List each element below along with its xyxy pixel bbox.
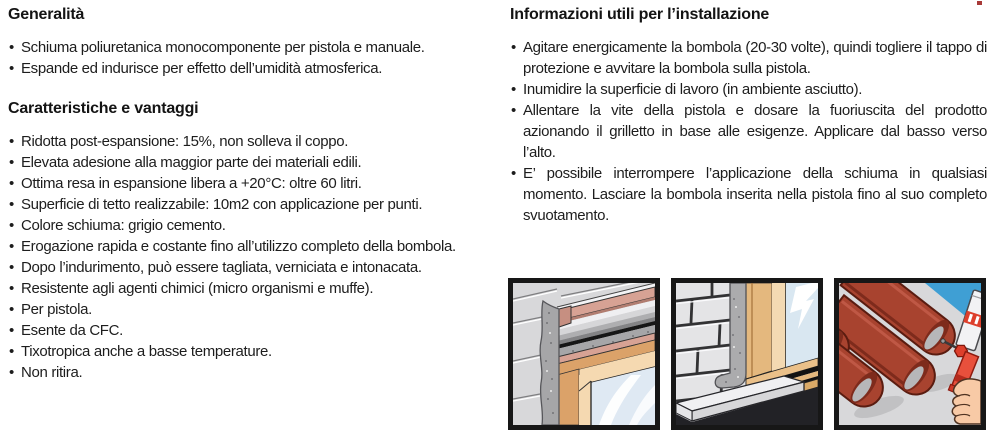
section-informazioni: [510, 5, 987, 226]
list-item: [510, 100, 987, 163]
left-column: [8, 5, 491, 383]
list-item-text: Agitare energicamente la bombola (20-30 volte), quindi togliere il tappo di protezione e avvitare la bombola sulla pistola.: [523, 39, 987, 77]
list-item: [510, 37, 987, 79]
section-heading-caratteristiche: Caratteristiche e vantaggi: [8, 100, 199, 117]
bullet-marker: •: [511, 81, 516, 98]
list-item-text: Schiuma poliuretanica monocomponente per pistola e manuale.: [21, 39, 425, 56]
caratteristiche-list: [8, 131, 491, 383]
bullet-marker: •: [9, 343, 14, 360]
list-item: [510, 79, 987, 100]
section-caratteristiche: [8, 99, 491, 383]
section-heading-informazioni: Informazioni utili per l’installazione: [510, 6, 770, 23]
bullet-marker: •: [9, 175, 14, 192]
list-item: [8, 58, 491, 79]
list-item-text: Allentare la vite della pistola e dosare la fuoriuscita del prodotto azionando il grilletto in base alle esigenze. Applicare dal basso verso l’alto.: [523, 102, 987, 161]
bullet-marker: •: [9, 280, 14, 297]
bullet-marker: •: [9, 259, 14, 276]
list-item: [8, 173, 491, 194]
informazioni-list: [510, 37, 987, 226]
bullet-marker: •: [9, 154, 14, 171]
list-item-text: Colore schiuma: grigio cemento.: [21, 217, 226, 234]
bullet-marker: •: [9, 322, 14, 339]
list-item: [8, 37, 491, 58]
bullet-marker: •: [511, 39, 516, 56]
list-item-text: Non ritira.: [21, 364, 83, 381]
list-item-text: Erogazione rapida e costante fino all’utilizzo completo della bombola.: [21, 238, 456, 255]
list-item: [510, 163, 987, 226]
list-item-text: Resistente agli agenti chimici (micro organismi e muffe).: [21, 280, 374, 297]
list-item: [8, 362, 491, 383]
list-item-text: Espande ed indurisce per effetto dell’umidità atmosferica.: [21, 60, 383, 77]
bullet-marker: •: [9, 301, 14, 318]
bullet-marker: •: [9, 238, 14, 255]
list-item: [8, 131, 491, 152]
list-item-text: Superficie di tetto realizzabile: 10m2 con applicazione per punti.: [21, 196, 423, 213]
list-item: [8, 194, 491, 215]
bullet-marker: •: [511, 102, 516, 119]
list-item: [8, 215, 491, 236]
list-item: [8, 278, 491, 299]
list-item-text: Elevata adesione alla maggior parte dei materiali edili.: [21, 154, 362, 171]
list-item: [8, 320, 491, 341]
window-jamb-foam-seal-illustration: [671, 278, 823, 430]
list-item-text: Per pistola.: [21, 301, 92, 318]
list-item: [8, 152, 491, 173]
bullet-marker: •: [9, 133, 14, 150]
list-item-text: Dopo l’indurimento, può essere tagliata, verniciata e intonacata.: [21, 259, 422, 276]
section-generalita: [8, 5, 491, 79]
roof-tile-foam-gun-illustration: [834, 278, 986, 430]
list-item-text: Ottima resa in espansione libera a +20°C: oltre 60 litri.: [21, 175, 362, 192]
bullet-marker: •: [9, 217, 14, 234]
list-item-text: Tixotropica anche a basse temperature.: [21, 343, 272, 360]
shutter-box-foam-seal-illustration: [508, 278, 660, 430]
installation-figures-row: [508, 278, 986, 430]
list-item-text: Inumidire la superficie di lavoro (in ambiente asciutto).: [523, 81, 863, 98]
generalita-list: [8, 37, 491, 79]
bullet-marker: •: [9, 364, 14, 381]
bullet-marker: •: [9, 39, 14, 56]
bullet-marker: •: [9, 60, 14, 77]
list-item-text: E’ possibile interrompere l’applicazione della schiuma in qualsiasi momento. Lasciare la bombola inserita nella pistola fino al suo completo svuotamento.: [523, 165, 987, 224]
scan-artifact-red-speck: [977, 1, 982, 5]
bullet-marker: •: [9, 196, 14, 213]
list-item-text: Esente da CFC.: [21, 322, 123, 339]
right-column: [510, 5, 987, 226]
list-item: [8, 299, 491, 320]
list-item: [8, 236, 491, 257]
list-item-text: Ridotta post-espansione: 15%, non solleva il coppo.: [21, 133, 349, 150]
list-item: [8, 257, 491, 278]
section-heading-generalita: Generalità: [8, 6, 85, 23]
bullet-marker: •: [511, 165, 516, 182]
list-item: [8, 341, 491, 362]
